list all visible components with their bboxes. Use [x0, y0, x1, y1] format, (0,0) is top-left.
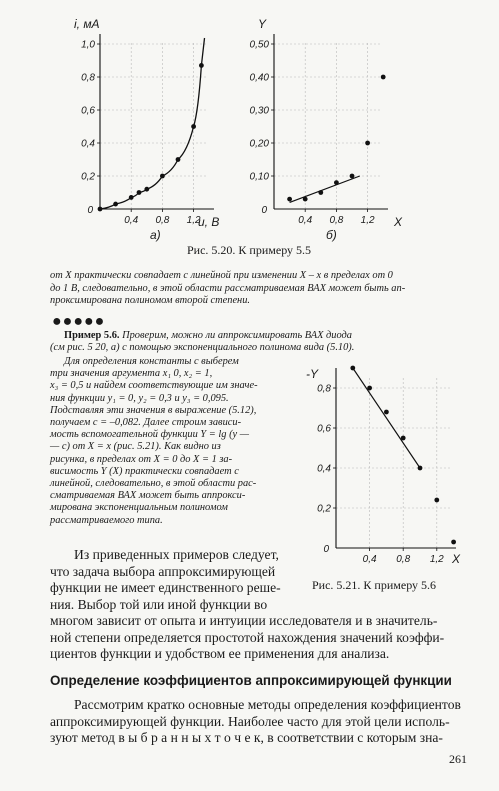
y-tick-label: 0,50 — [249, 39, 269, 51]
y-tick-label: 0,8 — [317, 383, 331, 395]
data-point — [160, 174, 165, 179]
data-point — [303, 197, 308, 202]
data-point — [191, 124, 196, 129]
data-point — [350, 174, 355, 179]
page-number: 261 — [449, 752, 467, 766]
y-tick-label: 0,4 — [81, 138, 95, 150]
text-line: многом зависит от опыта и интуиции исследователя и в значитель- — [50, 613, 438, 628]
data-point — [381, 75, 386, 80]
data-point — [365, 141, 370, 146]
text-line: до 1 В, следовательно, в этой области рассматриваемая ВАХ может быть ап- — [50, 282, 406, 294]
x-tick-label: 1,2 — [429, 554, 444, 565]
figure-5-20a — [70, 14, 240, 249]
body-paragraph-wide — [50, 613, 474, 663]
data-point — [287, 197, 292, 202]
example-5-6-narrow — [50, 356, 295, 527]
text-line: зуют метод в ы б р а н н ы х т о ч е к, в соответствии с которым зна- — [50, 730, 443, 746]
text-line: мость вспомогательной функции Y = lg (y — — [50, 429, 249, 441]
figure-5-20b — [234, 14, 414, 249]
text-line: Проверим, можно ли аппроксимировать ВАХ диода — [122, 330, 352, 341]
data-point — [367, 386, 372, 391]
data-point — [334, 180, 339, 185]
text-line: Рассмотрим кратко основные методы определения коэффициентов — [74, 697, 461, 712]
data-point — [451, 540, 456, 545]
data-point — [199, 63, 204, 68]
y-axis-label: Y — [258, 17, 267, 31]
x-tick-label: 0,8 — [396, 554, 411, 565]
x-axis-label: X — [394, 215, 403, 229]
x-tick-label: 0,8 — [329, 215, 344, 226]
example-5-6 — [50, 330, 470, 354]
text-line: три значения аргумента x₁ 0, x₂ = 1, — [50, 368, 213, 380]
section-heading: Определение коэффициентов аппроксимирующей функции — [50, 673, 452, 688]
section-dots: ●●●●● — [52, 313, 106, 330]
data-point — [418, 466, 423, 471]
x-tick-label: 0,4 — [362, 554, 377, 565]
text-line: проксимирована полиномом второй степени. — [50, 295, 251, 307]
example-line-1 — [50, 330, 470, 342]
text-line: рассматриваемого типа. — [50, 514, 163, 526]
text-line: аппроксимирующей функции. Наиболее часто для этой цели исполь- — [50, 713, 450, 729]
text-line: Для определения константы с выберем — [64, 356, 239, 367]
data-point — [144, 187, 149, 192]
x-tick-label: 0,4 — [298, 215, 313, 226]
data-point — [384, 410, 389, 415]
x-tick-label: 1,2 — [186, 215, 201, 226]
text-line: функции не имеет единственного реше- — [50, 580, 281, 596]
text-line: что задача выбора аппроксимирующей — [50, 563, 276, 579]
series-curve — [100, 38, 205, 209]
x-tick-label: 1,2 — [360, 215, 375, 226]
text-line: (см рис. 5 20, а) с помощью экспоненциального полинома вида (5.10). — [50, 342, 355, 354]
data-point — [350, 366, 355, 371]
text-line: ной степени определяется простотой нахождения значений коэффи- — [50, 629, 445, 645]
conclusion-paragraph — [50, 270, 470, 308]
y-tick-label: 0,40 — [249, 72, 269, 84]
data-point — [176, 157, 181, 162]
y-axis-label: -Y — [306, 367, 318, 381]
x-axis-label: X — [452, 552, 461, 566]
y-tick-label: 0,2 — [317, 503, 331, 515]
text-line: мирована экспоненциальным полиномом — [50, 502, 228, 514]
y-tick-label: 0,6 — [317, 423, 331, 435]
text-line: x₃ = 0,5 и найдем соответствующие им значе- — [50, 380, 258, 392]
text-line: получаем c = –0,082. Далее строим зависи- — [50, 417, 242, 429]
y-tick-label: 0,2 — [81, 171, 95, 183]
y-tick-label: 0,6 — [81, 105, 95, 117]
text-line: Из приведенных примеров следует, — [74, 547, 279, 562]
panel-label: б) — [326, 228, 337, 242]
y-tick-label: 0,10 — [249, 171, 269, 183]
data-point — [113, 202, 118, 207]
data-point — [129, 195, 134, 200]
figure-5-21 — [300, 360, 475, 578]
y-tick-label: 0,20 — [249, 138, 269, 150]
text-line: линейной, следовательно, в этой области рас- — [50, 478, 257, 490]
y-tick-label: 0,8 — [81, 72, 95, 84]
y-tick-label: 0,30 — [249, 105, 269, 117]
section-body — [50, 697, 474, 747]
data-point — [401, 436, 406, 441]
text-line: от X практически совпадает с линейной при изменении X – x в пределах от 0 — [50, 270, 393, 281]
y-tick-label: 1,0 — [81, 39, 95, 51]
text-line: сматриваемая ВАХ может быть аппрокси- — [50, 490, 246, 502]
x-tick-label: 0,4 — [124, 215, 139, 226]
figure-5-21-caption: Рис. 5.21. К примеру 5.6 — [312, 578, 437, 592]
origin-label: 0 — [261, 205, 267, 216]
origin-label: 0 — [323, 544, 329, 555]
text-line: — c) от X = x (рис. 5.21). Как видно из — [50, 441, 221, 453]
panel-label: а) — [150, 228, 161, 242]
trend-line — [353, 368, 420, 468]
trend-line — [290, 176, 360, 202]
text-line: Подставляя эти значения в выражение (5.12), — [50, 404, 257, 416]
example-title: Пример 5.6. — [64, 330, 120, 341]
text-line: висимость Y (X) практически совпадает с — [50, 465, 239, 477]
x-axis-label: u, В — [198, 215, 220, 229]
data-point — [434, 498, 439, 503]
text-line: циентов функции и удобством ее применения для анализа. — [50, 646, 390, 662]
figure-5-20-caption: Рис. 5.20. К примеру 5.5 — [187, 243, 312, 257]
body-paragraph-narrow — [50, 547, 302, 613]
data-point — [318, 190, 323, 195]
text-line: ния. Выбор той или иной функции во — [50, 596, 268, 612]
origin-label: 0 — [87, 205, 93, 216]
y-axis-label: i, мА — [74, 17, 100, 31]
text-line: рисунка, в пределах от X = 0 до X = 1 за- — [50, 453, 233, 465]
x-tick-label: 0,8 — [155, 215, 170, 226]
data-point — [98, 207, 103, 212]
data-point — [137, 190, 142, 195]
text-line: ния функции y₁ = 0, y₂ = 0,3 и y₃ = 0,095. — [50, 392, 229, 404]
y-tick-label: 0,4 — [317, 463, 331, 475]
